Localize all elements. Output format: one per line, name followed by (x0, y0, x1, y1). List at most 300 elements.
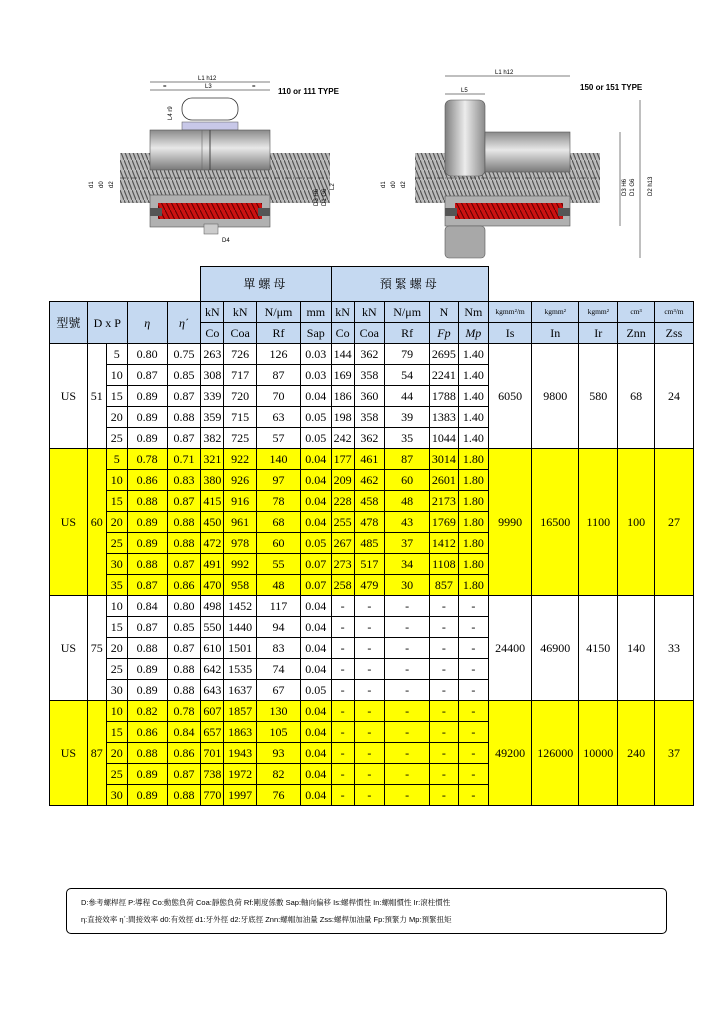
sap-cell: 0.04 (301, 638, 331, 659)
rf-cell: 126 (256, 344, 300, 365)
pre-rf-cell: - (385, 722, 430, 743)
technical-drawings (0, 0, 724, 262)
unit-cell: cm³ (618, 302, 655, 323)
symbol-cell: In (532, 323, 579, 344)
pre-rf-cell: - (385, 659, 430, 680)
lead-cell: 15 (106, 491, 127, 512)
sap-cell: 0.04 (301, 449, 331, 470)
pre-coa-cell: - (354, 680, 384, 701)
eta-prime-cell: 0.87 (167, 764, 201, 785)
pre-coa-cell: 358 (354, 407, 384, 428)
fp-cell: - (430, 701, 458, 722)
coa-cell: 1535 (224, 659, 257, 680)
eta-prime-cell: 0.88 (167, 407, 201, 428)
rf-cell: 83 (256, 638, 300, 659)
dim-d2-right: d2 (401, 181, 407, 188)
is-cell: 24400 (489, 596, 532, 701)
eta-prime-cell: 0.83 (167, 470, 201, 491)
co-cell: 607 (201, 701, 224, 722)
pre-co-cell: - (331, 638, 354, 659)
sap-cell: 0.04 (301, 386, 331, 407)
mp-cell: - (458, 659, 488, 680)
pre-rf-cell: 39 (385, 407, 430, 428)
eta-cell: 0.88 (127, 638, 167, 659)
symbol-cell: Coa (354, 323, 384, 344)
eta-cell: 0.87 (127, 365, 167, 386)
mp-cell: 1.80 (458, 491, 488, 512)
eta-cell: 0.84 (127, 596, 167, 617)
legend-line-1: D:參考螺桿徑 P:導程 Co:動態負荷 Coa:靜態負荷 Rf:剛度係數 Sap:軸向偏移 Is:螺桿慣性 In:螺帽慣性 Ir:滾柱慣性 (81, 898, 451, 907)
sap-cell: 0.04 (301, 722, 331, 743)
diameter-cell: 60 (87, 449, 106, 596)
coa-cell: 717 (224, 365, 257, 386)
dim-l5: L5 (461, 88, 468, 94)
table-row (50, 596, 694, 617)
eta-prime-cell: 0.84 (167, 722, 201, 743)
co-cell: 472 (201, 533, 224, 554)
coa-cell: 922 (224, 449, 257, 470)
is-cell: 9990 (489, 449, 532, 596)
ir-cell: 4150 (579, 596, 618, 701)
coa-cell: 1943 (224, 743, 257, 764)
sap-cell: 0.04 (301, 470, 331, 491)
rf-cell: 57 (256, 428, 300, 449)
dim-d3-left: D3 H6 (314, 188, 320, 206)
pre-co-cell: 177 (331, 449, 354, 470)
pre-rf-cell: - (385, 764, 430, 785)
lead-cell: 25 (106, 764, 127, 785)
pre-coa-cell: 458 (354, 491, 384, 512)
ir-cell: 1100 (579, 449, 618, 596)
dim-d4: D4 (222, 238, 230, 244)
mp-cell: - (458, 638, 488, 659)
pre-coa-cell: 478 (354, 512, 384, 533)
coa-cell: 1501 (224, 638, 257, 659)
lead-cell: 10 (106, 365, 127, 386)
header-eta-prime: η΄ (167, 302, 201, 344)
dim-d1-right: d1 (381, 181, 387, 188)
diameter-cell: 51 (87, 344, 106, 449)
eta-prime-cell: 0.87 (167, 386, 201, 407)
dim-d0-right: d0 (391, 181, 397, 188)
fp-cell: 2601 (430, 470, 458, 491)
zss-cell: 33 (654, 596, 693, 701)
co-cell: 491 (201, 554, 224, 575)
pre-rf-cell: - (385, 596, 430, 617)
fp-cell: - (430, 638, 458, 659)
pre-rf-cell: 54 (385, 365, 430, 386)
pre-rf-cell: 48 (385, 491, 430, 512)
model-cell: US (50, 449, 88, 596)
rf-cell: 78 (256, 491, 300, 512)
pre-rf-cell: 87 (385, 449, 430, 470)
is-cell: 6050 (489, 344, 532, 449)
unit-cell: kgmm² (532, 302, 579, 323)
rf-cell: 67 (256, 680, 300, 701)
dim-d3-right: D3 H6 (622, 178, 628, 196)
coa-cell: 720 (224, 386, 257, 407)
table-row (50, 344, 694, 365)
mp-cell: - (458, 701, 488, 722)
eta-cell: 0.89 (127, 680, 167, 701)
coa-cell: 961 (224, 512, 257, 533)
pre-rf-cell: 43 (385, 512, 430, 533)
dim-d2h13: D2 h13 (648, 176, 654, 196)
group-single-nut: 單螺母 (201, 267, 331, 302)
unit-cell: kN (354, 302, 384, 323)
pre-co-cell: 198 (331, 407, 354, 428)
coa-cell: 725 (224, 428, 257, 449)
rf-cell: 87 (256, 365, 300, 386)
sap-cell: 0.03 (301, 344, 331, 365)
rf-cell: 97 (256, 470, 300, 491)
fp-cell: - (430, 659, 458, 680)
mp-cell: - (458, 764, 488, 785)
mp-cell: 1.80 (458, 554, 488, 575)
lead-cell: 10 (106, 701, 127, 722)
eta-cell: 0.89 (127, 512, 167, 533)
eta-cell: 0.89 (127, 407, 167, 428)
sap-cell: 0.05 (301, 533, 331, 554)
coa-cell: 992 (224, 554, 257, 575)
rf-cell: 63 (256, 407, 300, 428)
header-model: 型號 (50, 302, 88, 344)
sap-cell: 0.04 (301, 743, 331, 764)
mp-cell: 1.40 (458, 365, 488, 386)
lead-cell: 20 (106, 512, 127, 533)
pre-co-cell: - (331, 785, 354, 806)
pre-coa-cell: - (354, 659, 384, 680)
coa-cell: 926 (224, 470, 257, 491)
diameter-cell: 75 (87, 596, 106, 701)
co-cell: 643 (201, 680, 224, 701)
pre-co-cell: 242 (331, 428, 354, 449)
pre-rf-cell: - (385, 701, 430, 722)
pre-coa-cell: - (354, 743, 384, 764)
co-cell: 263 (201, 344, 224, 365)
sap-cell: 0.04 (301, 617, 331, 638)
eta-cell: 0.86 (127, 470, 167, 491)
in-cell: 126000 (532, 701, 579, 806)
pre-rf-cell: 30 (385, 575, 430, 596)
drawing-110-type (89, 76, 340, 244)
co-cell: 498 (201, 596, 224, 617)
rf-cell: 70 (256, 386, 300, 407)
coa-cell: 1972 (224, 764, 257, 785)
pre-co-cell: 267 (331, 533, 354, 554)
rf-cell: 117 (256, 596, 300, 617)
pre-rf-cell: 35 (385, 428, 430, 449)
eta-prime-cell: 0.88 (167, 785, 201, 806)
lead-cell: 25 (106, 659, 127, 680)
ir-cell: 10000 (579, 701, 618, 806)
pre-coa-cell: 360 (354, 386, 384, 407)
mp-cell: 1.80 (458, 575, 488, 596)
pre-rf-cell: 60 (385, 470, 430, 491)
unit-cell: Nm (458, 302, 488, 323)
ir-cell: 580 (579, 344, 618, 449)
eta-cell: 0.88 (127, 554, 167, 575)
pre-co-cell: 209 (331, 470, 354, 491)
zss-cell: 27 (654, 449, 693, 596)
mp-cell: - (458, 617, 488, 638)
mp-cell: 1.40 (458, 407, 488, 428)
eta-cell: 0.89 (127, 386, 167, 407)
symbol-cell: Co (201, 323, 224, 344)
dim-d1g6-left: D1 G6 (322, 188, 328, 206)
coa-cell: 1857 (224, 701, 257, 722)
pre-co-cell: - (331, 722, 354, 743)
dim-eq-left: = (163, 84, 167, 90)
fp-cell: 1769 (430, 512, 458, 533)
rf-cell: 82 (256, 764, 300, 785)
eta-prime-cell: 0.71 (167, 449, 201, 470)
mp-cell: 1.80 (458, 449, 488, 470)
fp-cell: 1044 (430, 428, 458, 449)
symbol-cell: Is (489, 323, 532, 344)
fp-cell: - (430, 785, 458, 806)
eta-cell: 0.89 (127, 785, 167, 806)
coa-cell: 978 (224, 533, 257, 554)
eta-cell: 0.89 (127, 428, 167, 449)
pre-co-cell: - (331, 659, 354, 680)
coa-cell: 1440 (224, 617, 257, 638)
rf-cell: 74 (256, 659, 300, 680)
zss-cell: 24 (654, 344, 693, 449)
coa-cell: 1863 (224, 722, 257, 743)
pre-co-cell: - (331, 701, 354, 722)
mp-cell: 1.40 (458, 344, 488, 365)
symbol-cell: Co (331, 323, 354, 344)
header-dxp: D x P (87, 302, 127, 344)
is-cell: 49200 (489, 701, 532, 806)
mp-cell: 1.80 (458, 533, 488, 554)
model-cell: US (50, 701, 88, 806)
eta-prime-cell: 0.78 (167, 701, 201, 722)
unit-cell: N (430, 302, 458, 323)
co-cell: 339 (201, 386, 224, 407)
lead-cell: 25 (106, 428, 127, 449)
dim-l3: L3 (205, 84, 212, 90)
symbol-cell: Ir (579, 323, 618, 344)
fp-cell: - (430, 617, 458, 638)
unit-cell: kN (201, 302, 224, 323)
pre-coa-cell: - (354, 701, 384, 722)
pre-coa-cell: - (354, 617, 384, 638)
model-cell: US (50, 344, 88, 449)
pre-co-cell: - (331, 596, 354, 617)
group-preload-nut: 預緊螺母 (331, 267, 489, 302)
mp-cell: 1.80 (458, 470, 488, 491)
lead-cell: 20 (106, 407, 127, 428)
eta-prime-cell: 0.87 (167, 428, 201, 449)
fp-cell: 2173 (430, 491, 458, 512)
lead-cell: 20 (106, 638, 127, 659)
unit-cell: N/μm (256, 302, 300, 323)
pre-co-cell: - (331, 743, 354, 764)
pre-rf-cell: 34 (385, 554, 430, 575)
co-cell: 359 (201, 407, 224, 428)
pre-co-cell: - (331, 764, 354, 785)
pre-co-cell: 273 (331, 554, 354, 575)
rf-cell: 48 (256, 575, 300, 596)
lead-cell: 30 (106, 680, 127, 701)
pre-coa-cell: 358 (354, 365, 384, 386)
coa-cell: 916 (224, 491, 257, 512)
znn-cell: 240 (618, 701, 655, 806)
symbol-cell: Coa (224, 323, 257, 344)
rf-cell: 76 (256, 785, 300, 806)
lead-cell: 20 (106, 743, 127, 764)
dim-d1g6-right: D1 G6 (630, 178, 636, 196)
eta-prime-cell: 0.85 (167, 365, 201, 386)
mp-cell: - (458, 722, 488, 743)
dim-d1-left: d1 (89, 181, 95, 188)
eta-cell: 0.88 (127, 491, 167, 512)
eta-prime-cell: 0.75 (167, 344, 201, 365)
unit-cell: cm³/m (654, 302, 693, 323)
pre-co-cell: 258 (331, 575, 354, 596)
pre-coa-cell: 461 (354, 449, 384, 470)
rf-cell: 94 (256, 617, 300, 638)
coa-cell: 1637 (224, 680, 257, 701)
eta-prime-cell: 0.88 (167, 680, 201, 701)
pre-co-cell: 144 (331, 344, 354, 365)
lead-cell: 10 (106, 596, 127, 617)
eta-prime-cell: 0.87 (167, 554, 201, 575)
coa-cell: 726 (224, 344, 257, 365)
co-cell: 610 (201, 638, 224, 659)
dim-d0-left: d0 (99, 181, 105, 188)
lead-cell: 5 (106, 449, 127, 470)
pre-coa-cell: - (354, 638, 384, 659)
fp-cell: - (430, 680, 458, 701)
eta-prime-cell: 0.87 (167, 491, 201, 512)
lead-cell: 25 (106, 533, 127, 554)
lead-cell: 15 (106, 722, 127, 743)
type-label-right: 150 or 151 TYPE (580, 83, 643, 92)
pre-co-cell: 255 (331, 512, 354, 533)
pre-co-cell: - (331, 617, 354, 638)
sap-cell: 0.05 (301, 407, 331, 428)
eta-cell: 0.87 (127, 575, 167, 596)
dim-l1-right: L1 h12 (495, 70, 514, 76)
pre-rf-cell: - (385, 680, 430, 701)
lead-cell: 15 (106, 386, 127, 407)
fp-cell: 3014 (430, 449, 458, 470)
znn-cell: 100 (618, 449, 655, 596)
eta-prime-cell: 0.88 (167, 512, 201, 533)
in-cell: 46900 (532, 596, 579, 701)
pre-co-cell: - (331, 680, 354, 701)
pre-co-cell: 169 (331, 365, 354, 386)
eta-cell: 0.89 (127, 659, 167, 680)
rf-cell: 93 (256, 743, 300, 764)
fp-cell: 1412 (430, 533, 458, 554)
in-cell: 9800 (532, 344, 579, 449)
unit-cell: kN (331, 302, 354, 323)
pre-rf-cell: - (385, 617, 430, 638)
unit-cell: kN (224, 302, 257, 323)
sap-cell: 0.05 (301, 680, 331, 701)
eta-prime-cell: 0.80 (167, 596, 201, 617)
co-cell: 738 (201, 764, 224, 785)
eta-prime-cell: 0.88 (167, 659, 201, 680)
rf-cell: 130 (256, 701, 300, 722)
table-row (50, 701, 694, 722)
dim-eq-right: = (252, 84, 256, 90)
rf-cell: 68 (256, 512, 300, 533)
dim-l1-left: L1 h12 (198, 76, 217, 82)
coa-cell: 958 (224, 575, 257, 596)
eta-prime-cell: 0.87 (167, 638, 201, 659)
pre-co-cell: 186 (331, 386, 354, 407)
mp-cell: - (458, 743, 488, 764)
table-row (50, 449, 694, 470)
fp-cell: 857 (430, 575, 458, 596)
mp-cell: 1.80 (458, 512, 488, 533)
lead-cell: 30 (106, 554, 127, 575)
dim-l4: L4 r9 (168, 106, 174, 120)
drawing-150-type (381, 70, 654, 258)
legend-box (66, 888, 667, 934)
unit-cell: kgmm²/m (489, 302, 532, 323)
coa-cell: 715 (224, 407, 257, 428)
fp-cell: 2241 (430, 365, 458, 386)
lead-cell: 35 (106, 575, 127, 596)
sap-cell: 0.07 (301, 554, 331, 575)
sap-cell: 0.04 (301, 596, 331, 617)
co-cell: 701 (201, 743, 224, 764)
sap-cell: 0.03 (301, 365, 331, 386)
eta-cell: 0.82 (127, 701, 167, 722)
rf-cell: 55 (256, 554, 300, 575)
eta-cell: 0.88 (127, 743, 167, 764)
fp-cell: - (430, 596, 458, 617)
pre-coa-cell: 462 (354, 470, 384, 491)
mp-cell: 1.40 (458, 428, 488, 449)
co-cell: 770 (201, 785, 224, 806)
header-eta: η (127, 302, 167, 344)
pre-coa-cell: - (354, 764, 384, 785)
pre-coa-cell: 362 (354, 428, 384, 449)
fp-cell: 2695 (430, 344, 458, 365)
pre-rf-cell: - (385, 785, 430, 806)
pre-coa-cell: 362 (354, 344, 384, 365)
co-cell: 308 (201, 365, 224, 386)
pre-rf-cell: 79 (385, 344, 430, 365)
pre-rf-cell: - (385, 743, 430, 764)
unit-cell: N/μm (385, 302, 430, 323)
zss-cell: 37 (654, 701, 693, 806)
sap-cell: 0.04 (301, 785, 331, 806)
legend-line-2: η:直接效率 η΄:間接效率 d0:有效徑 d1:牙外徑 d2:牙底徑 Znn:螺帽加油量 Zss:螺桿加油量 Fp:預緊力 Mp:預緊扭矩 (81, 915, 452, 924)
mp-cell: - (458, 785, 488, 806)
rf-cell: 60 (256, 533, 300, 554)
fp-cell: - (430, 743, 458, 764)
symbol-cell: Sap (301, 323, 331, 344)
model-cell: US (50, 596, 88, 701)
lead-cell: 30 (106, 785, 127, 806)
rf-cell: 105 (256, 722, 300, 743)
rf-cell: 140 (256, 449, 300, 470)
sap-cell: 0.04 (301, 701, 331, 722)
fp-cell: 1383 (430, 407, 458, 428)
symbol-cell: Rf (256, 323, 300, 344)
fp-cell: - (430, 722, 458, 743)
dim-d2-left: d2 (109, 181, 115, 188)
znn-cell: 140 (618, 596, 655, 701)
